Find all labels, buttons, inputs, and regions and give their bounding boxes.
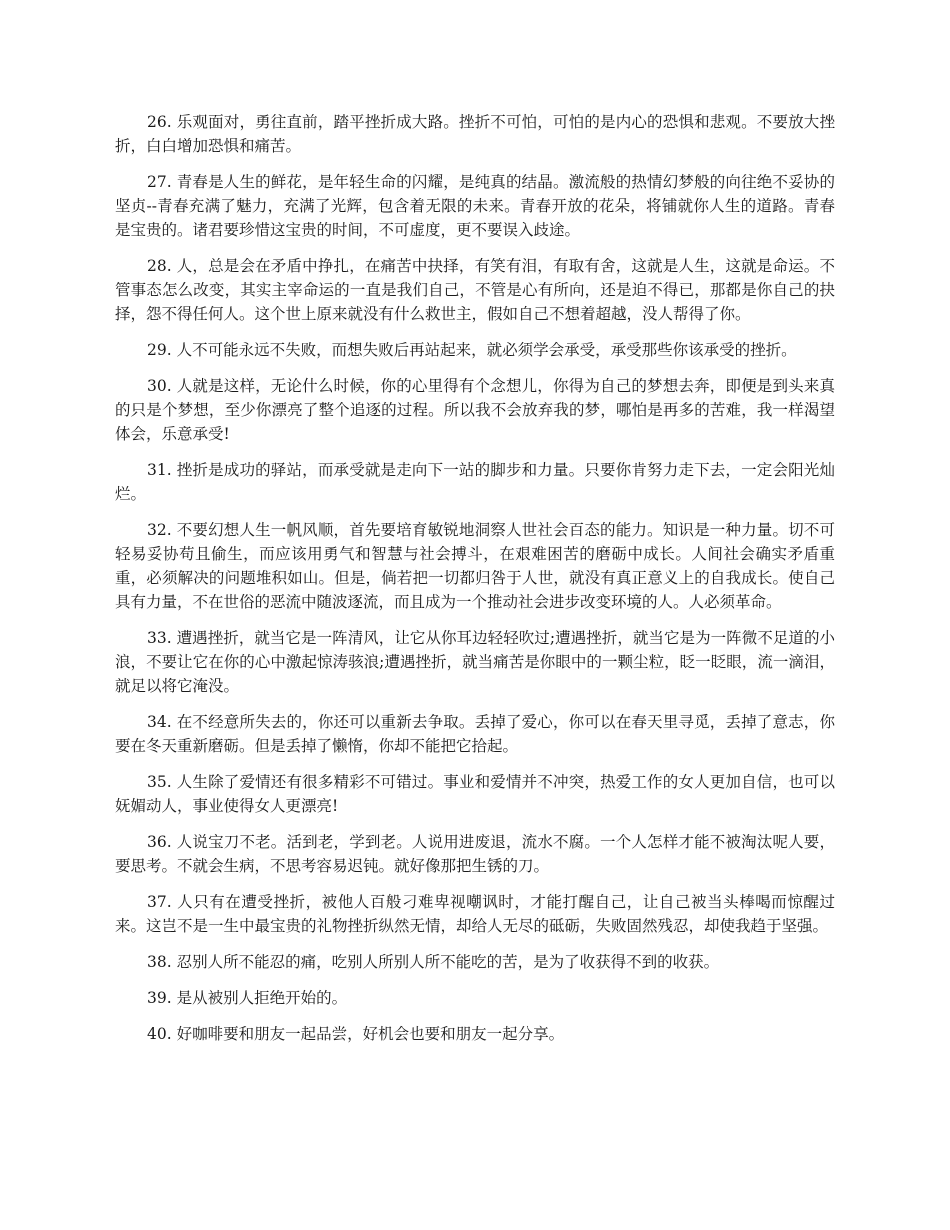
quote-paragraph-30: 30. 人就是这样，无论什么时候，你的心里得有个念想儿，你得为自己的梦想去奔，即便是到头来真的只是个梦想，至少你漂亮了整个追逐的过程。所以我不会放弃我的梦，哪怕是再多的苦难，我一样渴望体会，乐意承受! — [115, 377, 835, 443]
quote-paragraph-39: 39. 是从被别人拒绝开始的。 — [147, 989, 348, 1007]
quote-paragraph-27: 27. 青春是人生的鲜花，是年轻生命的闪耀，是纯真的结晶。激流般的热情幻梦般的向往绝不妥协的坚贞--青春充满了魅力，充满了光辉，包含着无限的未来。青春开放的花朵，将铺就你人生的道路。青春是宝贵的。诸君要珍惜这宝贵的时间，不可虚度，更不要误入歧途。 — [115, 173, 835, 239]
document-body — [115, 110, 835, 1058]
quote-paragraph-35: 35. 人生除了爱情还有很多精彩不可错过。事业和爱情并不冲突，热爱工作的女人更加自信，也可以妩媚动人，事业使得女人更漂亮! — [115, 773, 835, 815]
quote-paragraph-32: 32. 不要幻想人生一帆风顺，首先要培育敏锐地洞察人世社会百态的能力。知识是一种力量。切不可轻易妥协苟且偷生，而应该用勇气和智慧与社会搏斗，在艰难困苦的磨砺中成长。人间社会确实矛盾重重，必须解决的问题堆积如山。但是，倘若把一切都归咎于人世，就没有真正意义上的自我成长。使自己具有力量，不在世俗的恶流中随波逐流，而且成为一个推动社会进步改变环境的人。人必须革命。 — [115, 521, 835, 611]
quote-paragraph-26: 26. 乐观面对，勇往直前，踏平挫折成大路。挫折不可怕，可怕的是内心的恐惧和悲观。不要放大挫折，白白增加恐惧和痛苦。 — [115, 113, 835, 155]
quote-paragraph-36: 36. 人说宝刀不老。活到老，学到老。人说用进废退，流水不腐。一个人怎样才能不被淘汰呢人要，要思考。不就会生病，不思考容易迟钝。就好像那把生锈的刀。 — [115, 833, 835, 875]
quote-paragraph-29: 29. 人不可能永远不失败，而想失败后再站起来，就必须学会承受，承受那些你该承受的挫折。 — [147, 341, 797, 359]
quote-paragraph-28: 28. 人，总是会在矛盾中挣扎，在痛苦中抉择，有笑有泪，有取有舍，这就是人生，这就是命运。不管事态怎么改变，其实主宰命运的一直是我们自己，不管是心有所向，还是迫不得已，那都是你自己的抉择，怨不得任何人。这个世上原来就没有什么救世主，假如自己不想着超越，没人帮得了你。 — [115, 257, 835, 323]
quote-paragraph-38: 38. 忍别人所不能忍的痛，吃别人所别人所不能吃的苦，是为了收获得不到的收获。 — [147, 953, 720, 971]
quote-paragraph-40: 40. 好咖啡要和朋友一起品尝，好机会也要和朋友一起分享。 — [147, 1025, 565, 1043]
quote-paragraph-31: 31. 挫折是成功的驿站，而承受就是走向下一站的脚步和力量。只要你肯努力走下去，一定会阳光灿烂。 — [115, 461, 835, 503]
quote-paragraph-37: 37. 人只有在遭受挫折，被他人百般刁难卑视嘲讽时，才能打醒自己，让自己被当头棒喝而惊醒过来。这岂不是一生中最宝贵的礼物挫折纵然无情，却给人无尽的砥砺，失败固然残忍，却使我趋于坚强。 — [115, 893, 835, 935]
quote-paragraph-33: 33. 遭遇挫折，就当它是一阵清风，让它从你耳边轻轻吹过;遭遇挫折，就当它是为一阵微不足道的小浪，不要让它在你的心中激起惊涛骇浪;遭遇挫折，就当痛苦是你眼中的一颗尘粒，眨一眨眼，流一滴泪，就足以将它淹没。 — [115, 629, 835, 695]
quote-paragraph-34: 34. 在不经意所失去的，你还可以重新去争取。丢掉了爱心，你可以在春天里寻觅，丢掉了意志，你要在冬天重新磨砺。但是丢掉了懒惰，你却不能把它拾起。 — [115, 713, 835, 755]
